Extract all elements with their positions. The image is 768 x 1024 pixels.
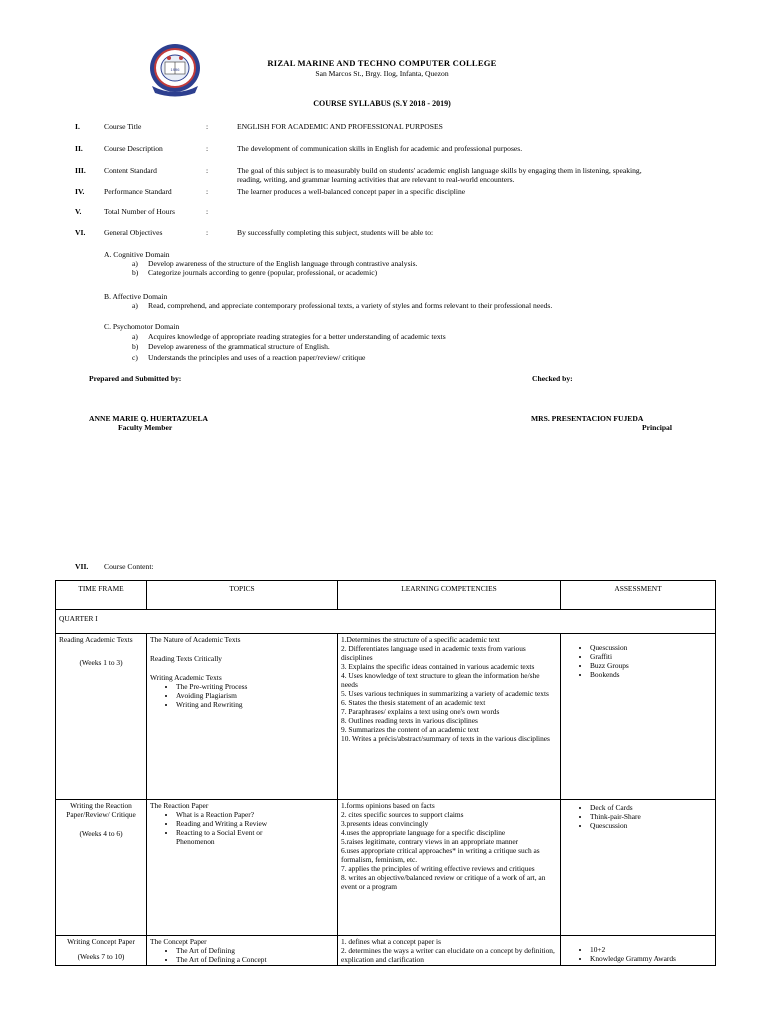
prepared-label: Prepared and Submitted by:	[89, 374, 182, 383]
time-frame-weeks: (Weeks 1 to 3)	[79, 658, 123, 668]
assessment-cell	[561, 936, 716, 966]
competency: 3.presents ideas convincingly	[341, 819, 429, 829]
time-frame-weeks: (Weeks 7 to 10)	[77, 952, 125, 962]
checker-role: Principal	[642, 423, 672, 432]
topic-bullet: • What is a Reaction Paper?	[176, 810, 334, 819]
topic-bullet: • Reacting to a Social Event or Phenomenon	[176, 828, 296, 846]
topic-bullet: • The Pre-writing Process	[176, 682, 334, 691]
column-header: LEARNING COMPETENCIES	[338, 581, 561, 610]
item-text: Categorize journals according to genre (popular, professional, or academic)	[148, 268, 378, 277]
table-header-row	[56, 581, 716, 610]
section-value: By successfully completing this subject, students will be able to:	[237, 228, 434, 237]
section-colon: :	[206, 122, 209, 131]
section-colon: :	[206, 187, 209, 196]
assessment-item: • Quescussion	[590, 643, 712, 652]
section-colon: :	[206, 228, 209, 237]
section-number: VII.	[75, 562, 89, 571]
domain-heading: A. Cognitive Domain	[104, 250, 170, 259]
time-frame-cell	[56, 800, 147, 936]
topics-cell	[147, 936, 338, 966]
assessment-item: • Think-pair-Share	[590, 812, 712, 821]
item-key: a)	[132, 301, 138, 310]
section-value: ENGLISH FOR ACADEMIC AND PROFESSIONAL PURPOSES	[237, 122, 443, 131]
preparer-name: ANNE MARIE Q. HUERTAZUELA	[89, 414, 208, 423]
competency: 4. Uses knowledge of text structure to glean the information he/she needs	[341, 671, 540, 690]
course-content-table	[55, 580, 716, 966]
school-logo	[142, 42, 208, 100]
assessment-item: • Quescussion	[590, 821, 712, 830]
topic-title: Writing Academic Texts	[150, 673, 222, 683]
competency: 6. States the thesis statement of an academic text	[341, 698, 486, 708]
topics-cell	[147, 800, 338, 936]
time-frame-title: Writing the Reaction Paper/Review/ Critique	[66, 801, 136, 820]
assessment-cell	[561, 634, 716, 800]
item-text: Develop awareness of the structure of the English language through contrastive analysis.	[148, 259, 418, 268]
competency: 1.forms opinions based on facts	[341, 801, 435, 810]
school-name: RIZAL MARINE AND TECHNO COMPUTER COLLEGE	[267, 58, 497, 68]
competency: 3. Explains the specific ideas contained in various academic texts	[341, 662, 535, 672]
section-label: Course Title	[104, 122, 142, 131]
table-row	[56, 800, 716, 936]
assessment-item: • Buzz Groups	[590, 661, 712, 670]
competency: 1.Determines the structure of a specific academic text	[341, 635, 500, 644]
assessment-item: • 10+2	[590, 945, 712, 954]
section-colon: :	[206, 207, 209, 216]
section-label: Course Description	[104, 144, 163, 153]
time-frame-cell	[56, 634, 147, 800]
domain-item	[132, 332, 446, 341]
competency: 5.raises legitimate, contrary views in an appropriate manner	[341, 837, 519, 847]
section-value: The goal of this subject is to measurably build on students' academic english language skills by engaging them in listening, speaking, reading, writing, and grammar learning activities that are relevant to real-world encounters.	[237, 166, 642, 185]
section-label: Performance Standard	[104, 187, 172, 196]
competency: 4.uses the appropriate language for a specific discipline	[341, 828, 506, 838]
item-key: b)	[132, 342, 139, 351]
time-frame-cell	[56, 936, 147, 966]
item-text: Develop awareness of the grammatical structure of English.	[148, 342, 330, 351]
topic-title: The Reaction Paper	[150, 801, 209, 810]
quarter-row	[56, 610, 716, 634]
item-key: a)	[132, 332, 138, 341]
section-number: IV.	[75, 187, 85, 196]
competency: 2. Differentiates language used in academic texts from various disciplines	[341, 644, 526, 663]
time-frame-weeks: (Weeks 4 to 6)	[79, 829, 123, 839]
topic-title: Reading Texts Critically	[150, 654, 223, 664]
item-text: Understands the principles and uses of a reaction paper/review/ critique	[148, 353, 366, 362]
section-number: VI.	[75, 228, 86, 237]
item-text: Acquires knowledge of appropriate reading strategies for a better understanding of academic texts	[148, 332, 446, 341]
school-address: San Marcos St., Brgy. Ilog, Infanta, Quezon	[315, 68, 449, 78]
competency: 1. defines what a concept paper is	[341, 937, 441, 946]
item-text: Read, comprehend, and appreciate contemporary professional texts, a variety of styles and forms relevant to their professional needs.	[148, 301, 553, 310]
item-key: b)	[132, 268, 139, 277]
item-key: a)	[132, 259, 138, 268]
school-header	[222, 58, 542, 78]
topic-bullet: • Writing and Rewriting	[176, 700, 334, 709]
topics-cell	[147, 634, 338, 800]
section-value: The learner produces a well-balanced concept paper in a specific discipline	[237, 187, 466, 196]
section-number: III.	[75, 166, 86, 175]
domain-item	[132, 301, 552, 310]
assessment-item: • Bookends	[590, 670, 712, 679]
competency: 5. Uses various techniques in summarizing a variety of academic texts	[341, 689, 549, 699]
column-header: TOPICS	[147, 581, 338, 610]
competency: 8. Outlines reading texts in various disciplines	[341, 716, 478, 726]
competency: 10. Writes a précis/abstract/summary of texts in the various disciplines	[341, 734, 550, 744]
syllabus-title: COURSE SYLLABUS (S.Y 2018 - 2019)	[313, 99, 451, 108]
competency: 8. writes an objective/balanced review or critique of a work of art, an event or a program	[341, 873, 546, 892]
assessment-item: • Graffiti	[590, 652, 712, 661]
table-row	[56, 634, 716, 800]
competencies-cell	[338, 936, 561, 966]
checker-name: MRS. PRESENTACION FUJEDA	[531, 414, 644, 423]
column-header: TIME FRAME	[56, 581, 147, 610]
section-label: General Objectives	[104, 228, 163, 237]
competency: 6.uses appropriate critical approaches* in writing a critique such as formalism, feminism, etc.	[341, 846, 540, 865]
domain-item	[132, 268, 377, 277]
competency: 2. cites specific sources to support claims	[341, 810, 464, 820]
topic-bullet: • Reading and Writing a Review	[176, 819, 334, 828]
topic-bullet: • The Art of Defining	[176, 946, 334, 955]
competency: 7. Paraphrases/ explains a text using one's own words	[341, 707, 500, 717]
competency: 9. Summarizes the content of an academic text	[341, 725, 479, 735]
section-label: Content Standard	[104, 166, 157, 175]
table-row	[56, 936, 716, 966]
competencies-cell	[338, 800, 561, 936]
section-number: V.	[75, 207, 82, 216]
topic-bullet: • Avoiding Plagiarism	[176, 691, 334, 700]
topic-title: The Nature of Academic Texts	[150, 635, 241, 644]
competency: 7. applies the principles of writing effective reviews and critiques	[341, 864, 535, 874]
topic-bullet: • The Art of Defining a Concept	[176, 955, 334, 964]
competency: 2. determines the ways a writer can elucidate on a concept by definition, explication and clarification	[341, 946, 555, 965]
section-number: II.	[75, 144, 83, 153]
quarter-label: QUARTER I	[56, 610, 716, 634]
domain-item	[132, 342, 330, 351]
section-colon: :	[206, 144, 209, 153]
section-label: Total Number of Hours	[104, 207, 175, 216]
domain-heading: C. Psychomotor Domain	[104, 322, 180, 331]
domain-heading: B. Affective Domain	[104, 292, 168, 301]
column-header: ASSESSMENT	[561, 581, 716, 610]
checked-label: Checked by:	[532, 374, 573, 383]
assessment-item: • Knowledge Grammy Awards	[590, 954, 712, 963]
domain-item	[132, 353, 365, 362]
section-colon: :	[206, 166, 209, 175]
section-value: The development of communication skills in English for academic and professional purposes.	[237, 144, 523, 153]
time-frame-title: Reading Academic Texts	[59, 635, 133, 644]
topic-title: The Concept Paper	[150, 937, 207, 946]
assessment-cell	[561, 800, 716, 936]
time-frame-title: Writing Concept Paper	[67, 937, 135, 946]
section-label: Course Content:	[104, 562, 154, 571]
logo-year: 1996	[170, 67, 180, 72]
preparer-role: Faculty Member	[118, 423, 173, 432]
item-key: c)	[132, 353, 138, 362]
competencies-cell	[338, 634, 561, 800]
section-number: I.	[75, 122, 80, 131]
assessment-item: • Deck of Cards	[590, 803, 712, 812]
